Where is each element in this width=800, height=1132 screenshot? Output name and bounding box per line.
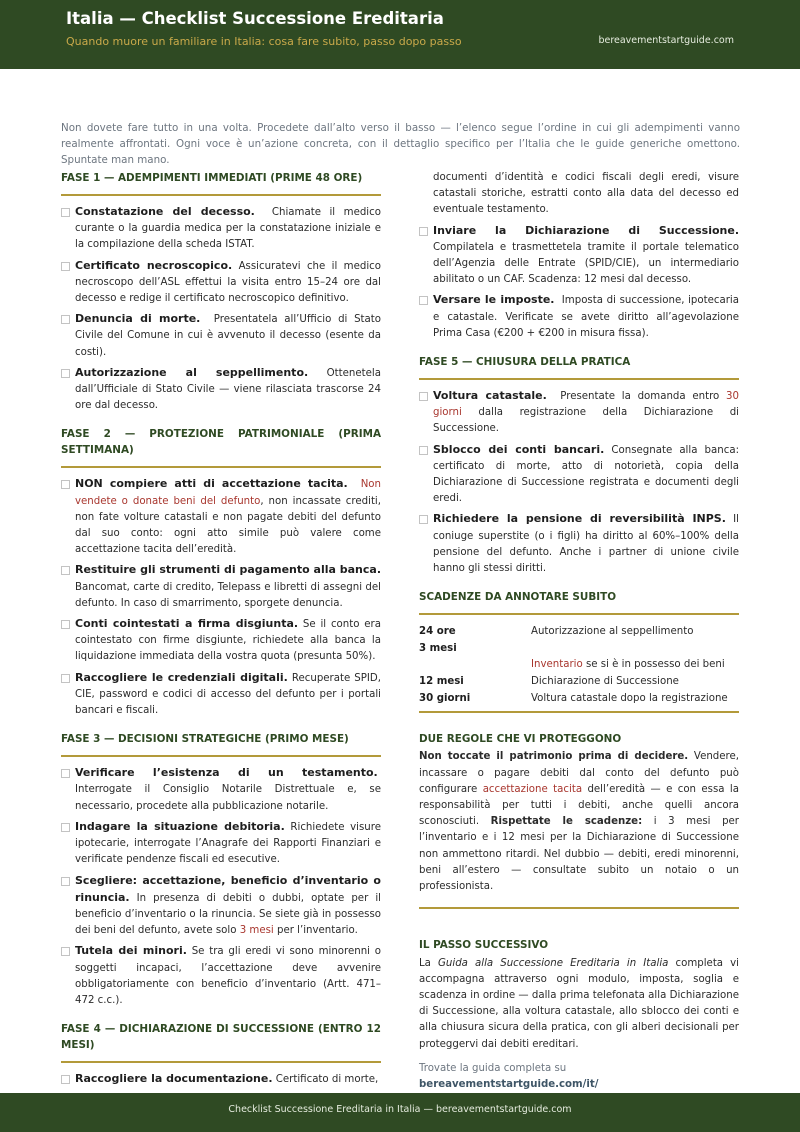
item-title: Restituire gli strumenti di pagamento alla banca. <box>75 563 381 577</box>
deadline-highlight: 30 giorni <box>433 391 739 419</box>
item-title: Indagare la situazione debitoria. <box>75 819 285 833</box>
item-text-tail: dalla registrazione della Dichiarazione di Successione. <box>433 407 739 435</box>
guide-link-line1[interactable]: bereavementstartguide.com/it/ <box>419 1078 599 1090</box>
item-text: Assicuratevi che il medico necroscopo dell’ASL effettui la visita entro 15–24 ore dal decesso e redige il certificato necroscopico definitivo. <box>75 260 381 305</box>
page-footer: Checklist Successione Ereditaria in Italia — bereavementstartguide.com <box>0 1093 800 1132</box>
deadline-row <box>419 656 739 673</box>
intro-text: Non dovete fare tutto in una volta. Procedete dall’alto verso il basso — l’elenco segue l’ordine in cui gli adempimenti vanno realmente affrontati. Ogni voce è un’azione concreta, con il dettaglio specifico per l’Italia che le guide generiche omettono. Spuntate man mano. <box>61 122 740 166</box>
checklist-item <box>61 1071 381 1088</box>
item-text: In presenza di debiti o dubbi, optate per il beneficio d’inventario o la rinuncia. Se siete già in possesso dei beni del defunto, avete solo <box>75 892 381 937</box>
deadline-value: Inventario se si è in possesso dei beni <box>531 659 725 671</box>
deadline-key: 12 mesi <box>419 676 464 688</box>
deadline-value: Dichiarazione di Successione <box>531 676 679 688</box>
item-text: Ottenetela dall’Ufficiale di Stato Civile — viene rilasciata trascorse 24 ore dal decesso. <box>75 367 381 412</box>
checklist-item <box>419 292 739 342</box>
item-title: Versare le imposte. <box>433 293 555 307</box>
item-text: , non incassate crediti, non fate volture catastali e non pagate debiti del defunto dal suo conto: ogni atto simile può valere come accettazione tacita dell’eredità. <box>75 495 382 556</box>
phase3-heading: FASE 3 — DECISIONI STRATEGICHE (PRIMO MESE) <box>61 731 381 757</box>
checkbox[interactable] <box>61 877 70 886</box>
checkbox[interactable] <box>419 515 428 524</box>
checkbox[interactable] <box>61 262 70 271</box>
rules-heading: DUE REGOLE CHE VI PROTEGGONO <box>419 733 622 746</box>
checklist-item <box>61 476 381 558</box>
item-title: Sblocco dei conti bancari. <box>433 442 605 456</box>
checklist-item <box>61 311 381 361</box>
deadline-key: 3 mesi <box>419 643 457 655</box>
rule1-title: Non toccate il patrimonio prima di decidere. <box>419 751 689 763</box>
rules-box <box>419 731 739 909</box>
checklist-item <box>61 258 381 308</box>
checkbox[interactable] <box>419 296 428 305</box>
checklist-item <box>61 670 381 720</box>
item-title: Verificare l’esistenza di un testamento. <box>75 766 378 780</box>
page-header <box>0 0 800 69</box>
item-text: Chiamate il medico curante o la guardia medica per la constatazione iniziale e la compilazione della scheda ISTAT. <box>75 207 381 251</box>
checkbox[interactable] <box>61 674 70 683</box>
next-step-section <box>419 937 739 1109</box>
item-title: Raccogliere la documentazione. <box>75 1072 273 1086</box>
checklist-item <box>419 223 739 289</box>
rule2-title: Rispettate le scadenze: <box>490 816 643 828</box>
deadline-value <box>531 640 739 657</box>
deadline-row <box>419 623 739 640</box>
checklist-item <box>61 819 381 869</box>
checkbox[interactable] <box>419 446 428 455</box>
page-subtitle: Quando muore un familiare in Italia: cosa fare subito, passo dopo passo <box>66 35 462 48</box>
item-text: Recuperate SPID, CIE, password e codici di accesso del defunto per i portali bancari e fiscali. <box>75 672 381 717</box>
checkbox[interactable] <box>61 769 70 778</box>
item-title: Constatazione del decesso. <box>75 205 255 218</box>
rule1-text: Vendere, incassare o pagare debiti dal conto del defunto può configurare <box>419 751 739 795</box>
checklist-item <box>419 388 739 438</box>
checklist-item <box>61 873 381 940</box>
item-title: Certificato necroscopico. <box>75 258 233 272</box>
checkbox[interactable] <box>61 566 70 575</box>
item-text: Certificato di morte, <box>275 1074 379 1086</box>
item-title: NON compiere atti di accettazione tacita. <box>75 477 348 491</box>
deadline-value: Autorizzazione al seppellimento <box>531 626 694 638</box>
item-title: Conti cointestati a firma disgiunta. <box>75 617 299 631</box>
rule1-tail: dell’eredità — e con essa la responsabilità per tutti i debiti, anche quelli ancora sconosciuti. <box>419 783 739 828</box>
rule1-highlight: accettazione tacita <box>482 783 583 795</box>
deadline-row <box>419 640 739 657</box>
item-title: Inviare la Dichiarazione di Successione. <box>433 223 739 237</box>
item-title: Voltura catastale. <box>433 389 547 403</box>
checklist-item-continuation <box>419 170 739 219</box>
item-text: Presentatela all’Ufficio di Stato Civile del Comune in cui è avvenuto il decesso (esente da costi). <box>75 314 381 358</box>
item-text: Consegnate alla banca: certificato di morte, atto di notorietà, copia della Dichiarazione di Successione registrata e documenti degli eredi. <box>433 444 740 505</box>
item-title: Richiedere la pensione di reversibilità INPS. <box>433 512 726 526</box>
rule2-text: i 3 mesi per l’inventario e i 12 mesi per la Dichiarazione di Successione non ammettono ritardi. Nel dubbio — debiti, eredi minorenni, beni all’estero — consultate subito un notaio o un professionista. <box>419 816 739 893</box>
deadline-highlight: 3 mesi <box>239 925 274 937</box>
checkbox[interactable] <box>419 392 428 401</box>
deadlines-heading: SCADENZE DA ANNOTARE SUBITO <box>419 589 739 615</box>
checkbox[interactable] <box>61 315 70 324</box>
next-step-heading: IL PASSO SUCCESSIVO <box>419 939 549 952</box>
deadline-value: Voltura catastale dopo la registrazione <box>531 693 728 705</box>
warning-text: Non vendete o donate beni del defunto <box>75 479 381 507</box>
checklist-item <box>61 365 381 415</box>
find-guide-text: Trovate la guida completa su <box>419 1062 567 1074</box>
checklist-item <box>61 616 381 666</box>
checklist-item <box>61 943 381 1009</box>
item-text: Bancomat, carte di credito, Telepass e libretti di assegni del defunto. In caso di smarrimento, sporgete denuncia. <box>75 581 381 609</box>
item-text-tail: per l’inventario. <box>273 925 358 937</box>
checkbox[interactable] <box>61 620 70 629</box>
checklist-item <box>419 442 739 508</box>
deadlines-table <box>419 623 739 713</box>
phase4-heading: FASE 4 — DICHIARAZIONE DI SUCCESSIONE (ENTRO 12 MESI) <box>61 1021 381 1063</box>
item-title: Autorizzazione al seppellimento. <box>75 365 309 379</box>
checklist-item <box>61 204 381 254</box>
deadline-row <box>419 673 739 690</box>
right-column <box>419 170 739 1109</box>
checklist-item <box>61 765 381 815</box>
phase5-heading: FASE 5 — CHIUSURA DELLA PRATICA <box>419 354 739 380</box>
checkbox[interactable] <box>61 369 70 378</box>
item-text: Presentate la domanda entro <box>560 391 727 403</box>
header-site-link[interactable]: bereavementstartguide.com <box>598 35 734 46</box>
item-text: Il coniuge superstite (o i figli) ha diritto al 60%–100% della pensione del defunto. Anche i partner di unione civile hanno gli stessi diritti. <box>433 514 739 575</box>
deadline-key: 24 ore <box>419 626 456 638</box>
next-text-tail: completa vi accompagna attraverso ogni modulo, imposta, soglia e scadenza in ordine — dalla prima telefonata alla Dichiarazione di Successione, alla voltura catastale, allo sblocco dei conti e alla chiusura sicura della pratica, con gli alberi decisionali per proteggervi dai debiti ereditari. <box>419 957 739 1050</box>
checkbox[interactable] <box>61 823 70 832</box>
checklist-item <box>61 562 381 612</box>
checkbox[interactable] <box>61 947 70 956</box>
item-title: Denuncia di morte. <box>75 312 201 326</box>
deadline-key <box>419 656 531 673</box>
item-text: Interrogate il Consiglio Notarile Distrettuale e, se necessario, procedete alla pubblicazione notarile. <box>75 784 381 812</box>
checklist-item <box>419 511 739 577</box>
phase2-heading: FASE 2 — PROTEZIONE PATRIMONIALE (PRIMA SETTIMANA) <box>61 426 381 468</box>
item-text: documenti d’identità e codici fiscali degli eredi, visure catastali storiche, estratti conto alla data del decesso ed eventuale testamento. <box>433 172 739 216</box>
left-column <box>61 170 381 1092</box>
item-text: Se tra gli eredi vi sono minorenni o soggetti incapaci, l’accettazione deve avvenire obbligatoriamente con beneficio d’inventario (Artt. 471–472 c.c.). <box>75 946 381 1006</box>
page-title: Italia — Checklist Successione Ereditaria <box>66 9 444 28</box>
phase1-heading: FASE 1 — ADEMPIMENTI IMMEDIATI (PRIME 48 ORE) <box>61 170 381 196</box>
item-title: Tutela dei minori. <box>75 944 187 958</box>
item-text: Compilatela e trasmettetela tramite il portale telematico dell’Agenzia delle Entrate (SPID/CIE), un intermediario abilitato o un CAF. Scadenza: 12 mesi dal decesso. <box>433 241 739 286</box>
item-title: Raccogliere le credenziali digitali. <box>75 670 288 684</box>
item-text: Se il conto era cointestato con firme disgiunte, richiedete alla banca la liquidazione immediata della vostra quota (presunta 50%). <box>75 619 381 663</box>
checkbox[interactable] <box>61 1075 70 1084</box>
deadline-key: 30 giorni <box>419 693 471 705</box>
item-title: Scegliere: accettazione, beneficio d’inventario o rinuncia. <box>75 873 381 904</box>
checkbox[interactable] <box>419 227 428 236</box>
item-text: Imposta di successione, ipotecaria e catastale. Verificate se avete diritto all’agevolazione Prima Casa (€200 + €200 in misura fissa). <box>433 295 739 339</box>
next-text: La <box>419 957 439 969</box>
checkbox[interactable] <box>61 480 70 489</box>
checkbox[interactable] <box>61 208 70 217</box>
deadline-row <box>419 690 739 707</box>
guide-title: Guida alla Successione Ereditaria in Italia <box>438 957 669 969</box>
item-text: Richiedete visure ipotecarie, interrogate l’Anagrafe dei Rapporti Finanziari e verificate pendenze fiscali ed esecutive. <box>75 821 381 866</box>
